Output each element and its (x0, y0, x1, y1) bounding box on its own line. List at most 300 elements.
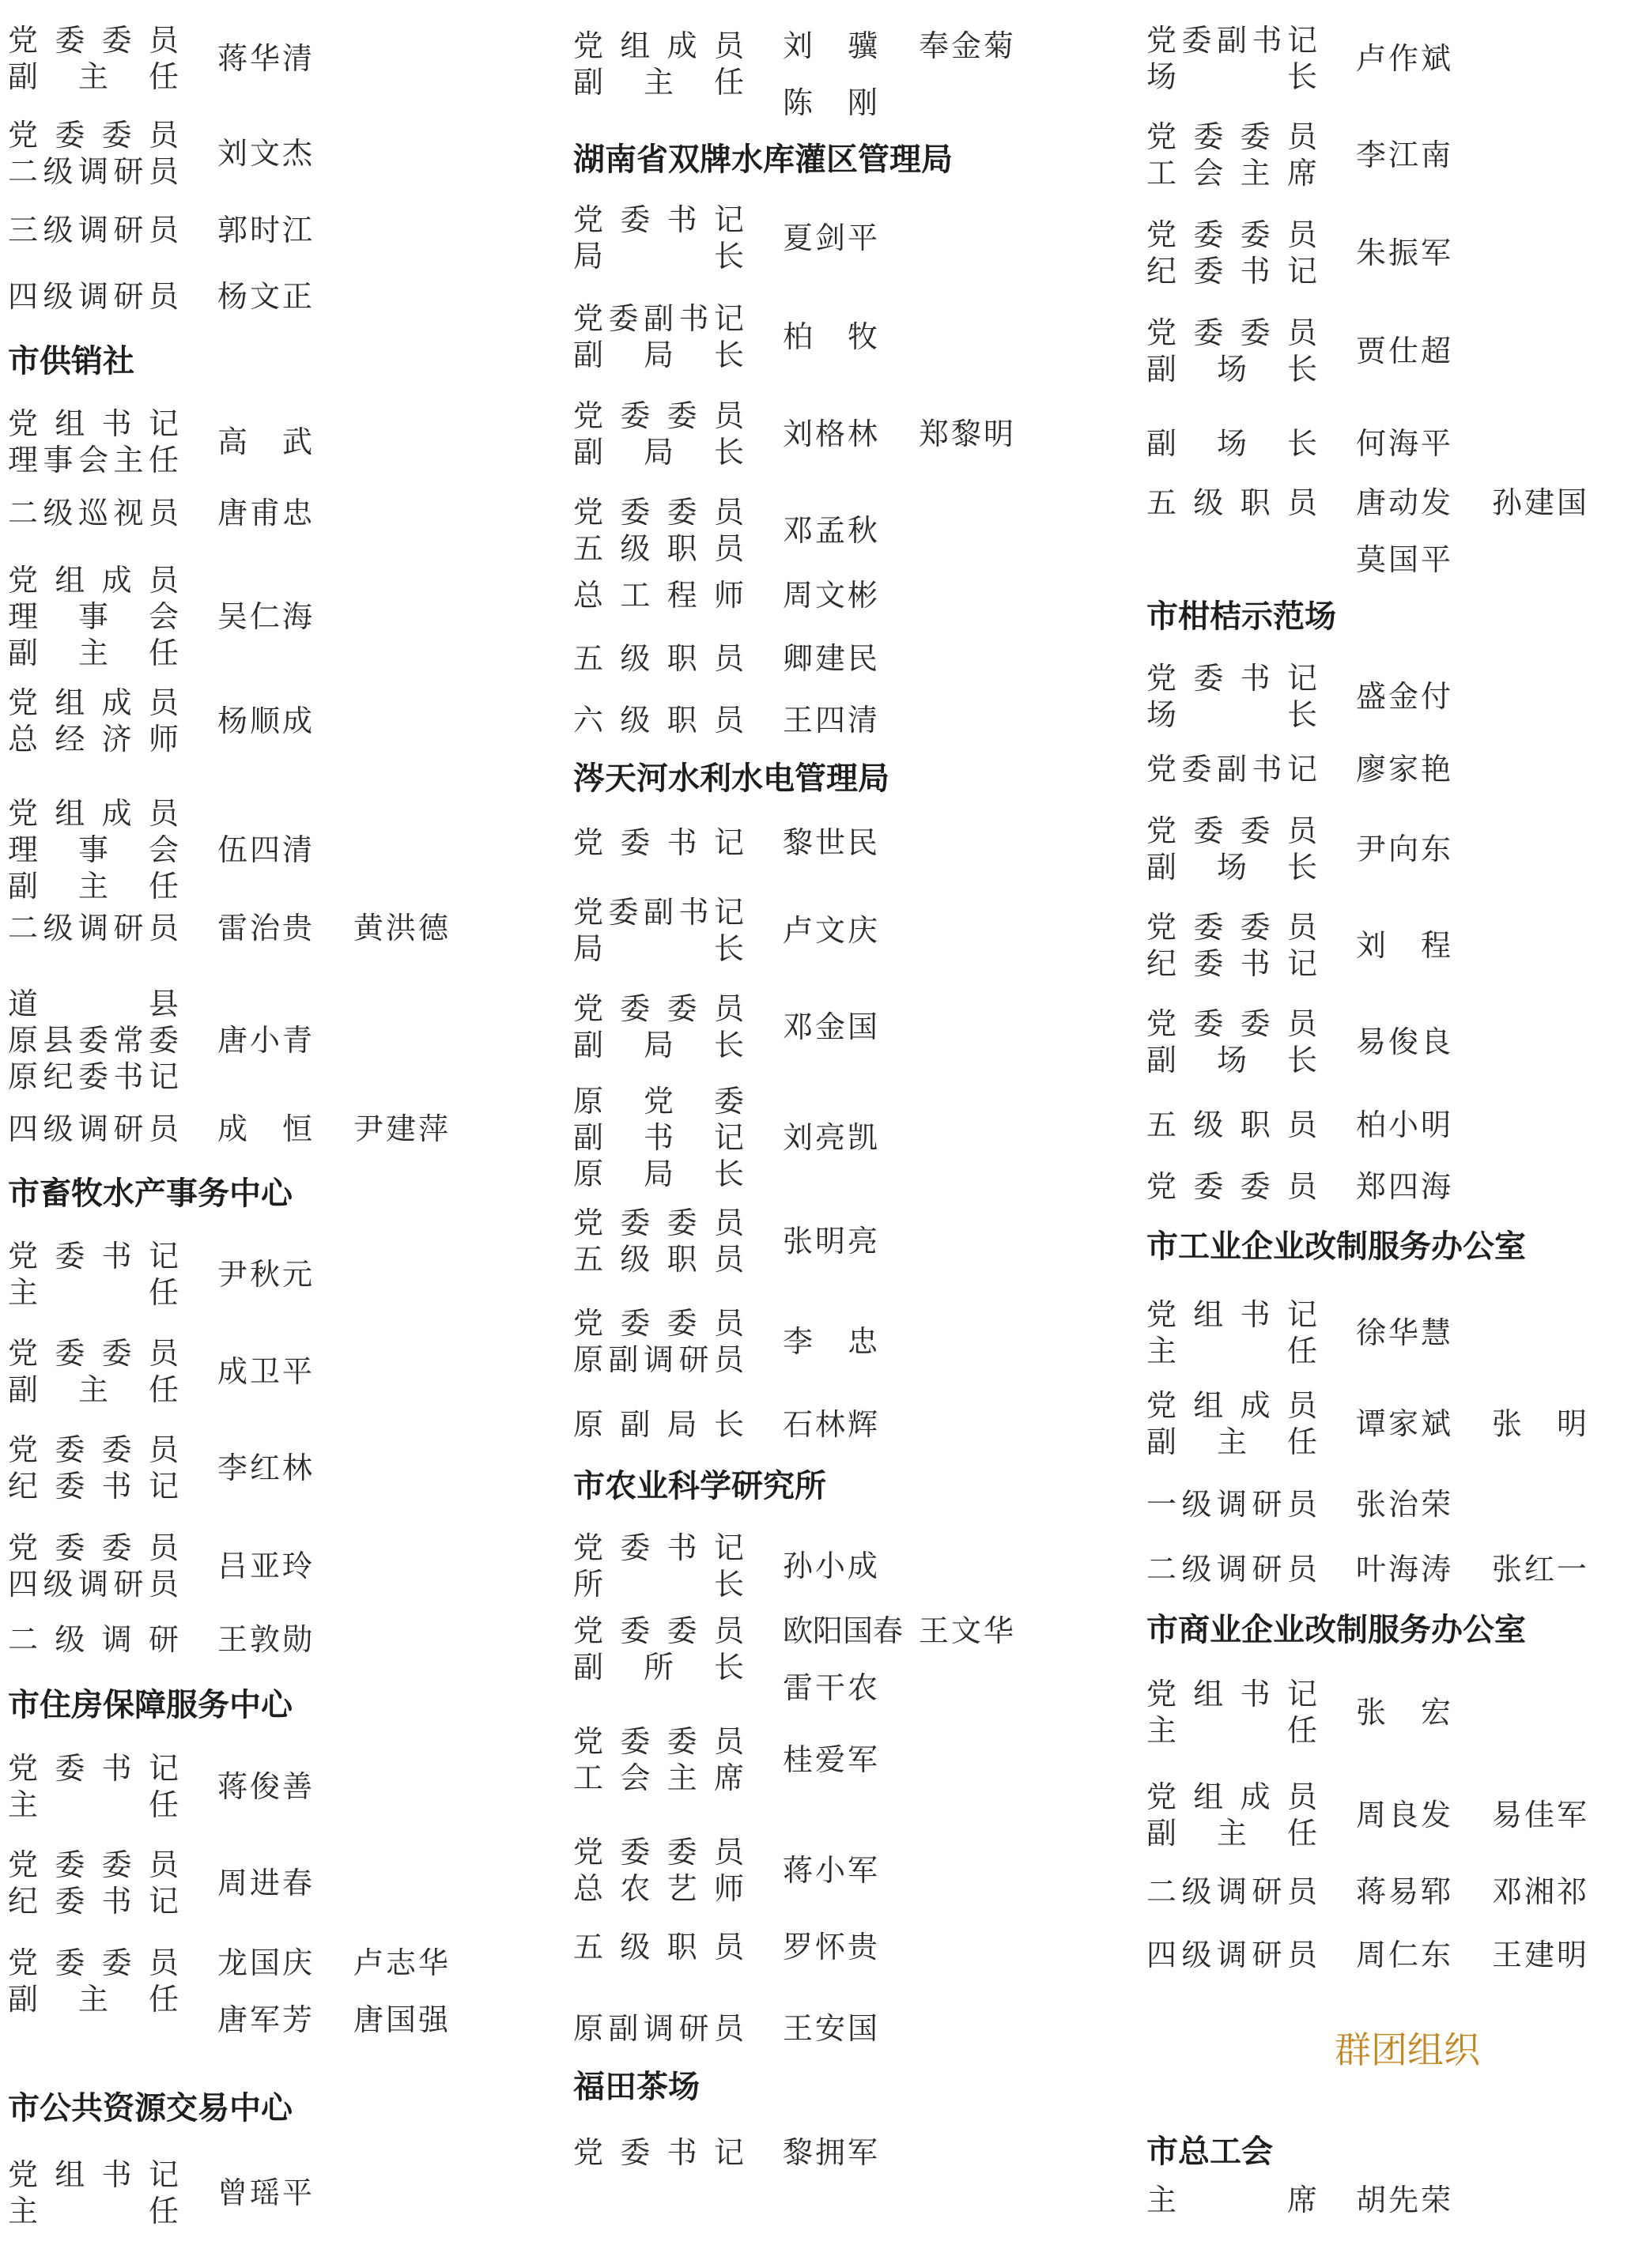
person-names (783, 1613, 1146, 1706)
person-names (1356, 1168, 1639, 1205)
position-line: 党委委员 (573, 398, 744, 433)
position-title (573, 300, 744, 373)
person-name: 唐甫忠 (217, 496, 312, 530)
position-line: 副主任 (1146, 1816, 1317, 1851)
person-name: 周仁东 (1356, 1938, 1451, 1972)
person-name: 邓孟秋 (783, 513, 878, 548)
position-title (573, 494, 744, 567)
person-names (1356, 1107, 1639, 1143)
position-title (8, 2157, 179, 2229)
position-line: 五级职员 (573, 531, 744, 566)
position-line: 党委委员 (8, 1945, 179, 1980)
person-names (783, 1223, 1146, 1259)
position-line: 四级调研员 (8, 1111, 179, 1146)
person-name: 刘文杰 (217, 136, 312, 171)
position-line: 原副局长 (573, 1407, 744, 1442)
position-title (573, 28, 744, 100)
position-title (8, 1945, 179, 2017)
person-names (217, 598, 581, 635)
position-line: 纪委书记 (8, 1469, 179, 1504)
person-name: 盛金付 (1356, 679, 1451, 714)
position-title (8, 1111, 179, 1147)
position-title (573, 1613, 744, 1685)
position-line: 四级调研员 (8, 1567, 179, 1602)
person-name: 李 忠 (783, 1324, 878, 1359)
position-title (573, 1834, 744, 1907)
person-name: 龙国庆 (217, 1945, 312, 1980)
person-name: 刘 程 (1356, 928, 1451, 963)
person-names (1356, 1486, 1639, 1523)
position-title (8, 1621, 179, 1658)
person-name: 王敦勋 (217, 1622, 312, 1657)
person-name: 成卫平 (217, 1354, 312, 1389)
position-title (1146, 660, 1317, 733)
position-line: 党委委员 (1146, 813, 1317, 848)
person-names (217, 1621, 581, 1658)
person-name: 卢文庆 (783, 913, 878, 948)
position-title (1146, 315, 1317, 387)
position-line: 党委委员 (8, 118, 179, 153)
person-names (1356, 1937, 1639, 1973)
person-names (217, 1022, 581, 1059)
position-line: 党委委员 (1146, 119, 1317, 154)
person-names (1356, 2182, 1639, 2218)
person-names (1356, 1797, 1639, 1833)
person-name: 王文华 (919, 1613, 1014, 1648)
person-names (217, 135, 581, 172)
person-name: 孙小成 (783, 1549, 878, 1583)
position-line: 所长 (573, 1567, 744, 1602)
person-name: 郭时江 (217, 213, 312, 247)
position-line: 主任 (8, 2194, 179, 2228)
person-name: 卿建民 (783, 641, 878, 676)
person-name: 邓湘祁 (1492, 1874, 1587, 1909)
position-line: 副书记 (573, 1120, 744, 1155)
person-names (217, 1548, 581, 1584)
person-names (217, 424, 581, 460)
person-names (1356, 137, 1639, 173)
position-title (8, 910, 179, 946)
person-names (783, 1009, 1146, 1045)
position-line: 副主任 (8, 59, 179, 94)
position-title (8, 278, 179, 315)
position-line: 党委委员 (1146, 910, 1317, 945)
position-title (1146, 1486, 1317, 1523)
position-line: 理事会 (8, 599, 179, 634)
person-name: 夏剑平 (783, 221, 878, 255)
position-line: 党组书记 (8, 2157, 179, 2192)
position-title (573, 991, 744, 1063)
person-names (217, 2175, 581, 2211)
position-line: 党委委员 (573, 991, 744, 1026)
position-line: 原局长 (573, 1157, 744, 1191)
position-line: 党委委员 (573, 1306, 744, 1341)
person-names (1356, 1024, 1639, 1060)
person-names (1356, 235, 1639, 271)
person-name: 雷干农 (783, 1670, 878, 1705)
position-line: 党委委员 (1146, 217, 1317, 252)
person-name: 黎拥军 (783, 2135, 878, 2170)
position-line: 党委副书记 (573, 895, 744, 930)
position-title (1146, 1387, 1317, 1460)
position-line: 局长 (573, 931, 744, 966)
position-line: 党委委员 (1146, 315, 1317, 350)
person-name: 刘 骥 (783, 28, 878, 63)
position-line: 主席 (1146, 2183, 1317, 2217)
position-title (573, 2134, 744, 2171)
position-line: 纪委书记 (1146, 254, 1317, 289)
person-name: 唐动发 (1356, 485, 1451, 520)
position-line: 二级调研员 (8, 154, 179, 189)
position-line: 二级调研员 (8, 911, 179, 945)
person-names (217, 910, 581, 946)
position-line: 原党委 (573, 1084, 744, 1119)
position-title (573, 1205, 744, 1277)
person-names (217, 40, 581, 77)
position-title (573, 1530, 744, 1602)
position-line: 副主任 (8, 1372, 179, 1407)
position-title (8, 495, 179, 531)
person-name: 周良发 (1356, 1798, 1451, 1832)
position-line: 原副调研员 (573, 1342, 744, 1377)
person-name: 蒋易郓 (1356, 1874, 1451, 1909)
person-name: 郑四海 (1356, 1169, 1451, 1204)
person-name: 奉金菊 (919, 28, 1014, 63)
position-line: 党委委员 (573, 1835, 744, 1870)
position-line: 场长 (1146, 59, 1317, 94)
org-title: 福田茶场 (573, 2069, 700, 2105)
position-title (8, 1432, 179, 1504)
person-name: 李红林 (217, 1451, 312, 1485)
person-names (783, 640, 1146, 677)
person-names (1356, 425, 1639, 462)
position-title (8, 1530, 179, 1602)
position-line: 场长 (1146, 697, 1317, 732)
person-name: 柏 牧 (783, 319, 878, 354)
position-line: 总农艺师 (573, 1871, 744, 1906)
position-line: 副局长 (573, 1028, 744, 1062)
org-title: 市总工会 (1146, 2134, 1273, 2170)
position-title (1146, 1937, 1317, 1973)
position-title (1146, 1676, 1317, 1749)
org-title: 市住房保障服务中心 (8, 1687, 293, 1723)
position-line: 二级调研员 (1146, 1552, 1317, 1587)
position-line: 党组成员 (8, 796, 179, 831)
person-names (1356, 678, 1639, 715)
position-line: 主任 (8, 1787, 179, 1822)
position-title (1146, 909, 1317, 982)
person-name: 刘格林 (783, 417, 878, 451)
person-name: 吴仁海 (217, 599, 312, 634)
position-title (1146, 813, 1317, 885)
person-name: 易俊良 (1356, 1025, 1451, 1059)
person-names (217, 1865, 581, 1901)
position-line: 一级调研员 (1146, 1487, 1317, 1522)
position-title (1146, 1874, 1317, 1910)
person-names (783, 2010, 1146, 2047)
person-name: 蒋小军 (783, 1853, 878, 1888)
position-line: 副局长 (573, 338, 744, 372)
person-name: 尹秋元 (217, 1257, 312, 1292)
position-title (1146, 1551, 1317, 1587)
position-line: 副主任 (8, 636, 179, 670)
person-names (217, 832, 581, 868)
person-names (783, 1323, 1146, 1360)
person-names (217, 1945, 581, 2038)
person-name: 尹建萍 (353, 1111, 448, 1146)
person-names (217, 278, 581, 315)
person-names (217, 212, 581, 248)
position-line: 副主任 (8, 869, 179, 904)
person-name: 徐华慧 (1356, 1315, 1451, 1350)
person-name: 成 恒 (217, 1111, 312, 1146)
position-title (573, 640, 744, 677)
position-line: 党委书记 (573, 825, 744, 860)
person-names (1356, 1874, 1639, 1910)
position-line: 副场长 (1146, 426, 1317, 461)
position-title (573, 2010, 744, 2047)
person-name: 唐军芳 (217, 2002, 312, 2037)
person-names (783, 512, 1146, 549)
person-name: 蒋华清 (217, 41, 312, 76)
person-name: 陈 刚 (783, 85, 878, 120)
person-names (1356, 927, 1639, 964)
position-title (8, 22, 179, 95)
person-name: 王建明 (1492, 1938, 1587, 1972)
person-name: 石林辉 (783, 1407, 878, 1442)
position-line: 总经济师 (8, 722, 179, 757)
org-title: 涔天河水利水电管理局 (573, 760, 889, 797)
position-line: 党组书记 (1146, 1297, 1317, 1332)
position-title (573, 1929, 744, 1965)
person-name: 孙建国 (1492, 485, 1587, 520)
position-title (573, 1305, 744, 1378)
person-names (1356, 1315, 1639, 1351)
person-name: 卢作斌 (1356, 41, 1451, 76)
person-name: 桂爱军 (783, 1742, 878, 1777)
position-line: 副场长 (1146, 850, 1317, 885)
person-name: 谭家斌 (1356, 1406, 1451, 1441)
person-name: 贾仕超 (1356, 334, 1451, 368)
position-title (8, 1750, 179, 1823)
position-line: 党委书记 (573, 1530, 744, 1565)
person-name: 卢志华 (353, 1945, 448, 1980)
position-line: 局长 (573, 239, 744, 274)
person-name: 蒋俊善 (217, 1769, 312, 1804)
person-names (783, 912, 1146, 949)
person-name: 廖家艳 (1356, 752, 1451, 787)
position-line: 工会主席 (1146, 156, 1317, 191)
person-names (1356, 1551, 1639, 1587)
position-line: 党组书记 (8, 406, 179, 441)
position-title (1146, 217, 1317, 289)
position-line: 党委委员 (1146, 1006, 1317, 1041)
position-line: 道县 (8, 987, 179, 1021)
person-names (217, 1768, 581, 1805)
position-title (8, 212, 179, 248)
person-name: 曾瑶平 (217, 2176, 312, 2210)
position-title (573, 894, 744, 967)
person-names (783, 825, 1146, 861)
position-line: 党委委员 (573, 1613, 744, 1648)
person-names (1356, 40, 1639, 77)
person-names (783, 28, 1146, 121)
position-line: 党组成员 (573, 28, 744, 63)
position-line: 副场长 (1146, 352, 1317, 387)
position-line: 二级调研员 (1146, 1874, 1317, 1909)
position-line: 二级调研 (8, 1622, 179, 1657)
person-name: 朱振军 (1356, 236, 1451, 270)
person-name: 黄洪德 (353, 911, 448, 945)
position-line: 党委书记 (573, 2135, 744, 2170)
person-name: 伍四清 (217, 832, 312, 867)
position-line: 党委委员 (8, 1336, 179, 1371)
position-line: 原县委常委 (8, 1023, 179, 1058)
person-name: 刘亮凯 (783, 1120, 878, 1155)
section-heading: 群团组织 (1335, 2028, 1480, 2071)
person-names (1356, 831, 1639, 867)
position-line: 副主任 (8, 1982, 179, 2017)
person-name: 周文彬 (783, 578, 878, 613)
position-title (1146, 1107, 1317, 1143)
position-title (573, 202, 744, 274)
person-name: 王安国 (783, 2011, 878, 2046)
person-name: 易佳军 (1492, 1798, 1587, 1832)
position-title (8, 1238, 179, 1311)
person-name: 叶海涛 (1356, 1552, 1451, 1587)
position-line: 党委委员 (1146, 1169, 1317, 1204)
org-title: 市供销社 (8, 343, 134, 379)
position-line: 四级调研员 (1146, 1938, 1317, 1972)
person-name: 欧阳国春 (783, 1613, 904, 1648)
person-names (783, 416, 1146, 452)
position-title (8, 406, 179, 478)
person-name: 唐国强 (353, 2002, 448, 2037)
person-name: 尹向东 (1356, 832, 1451, 866)
position-line: 工会主席 (573, 1760, 744, 1795)
position-line: 党委副书记 (1146, 752, 1317, 787)
position-title (1146, 485, 1317, 521)
position-line: 副所长 (573, 1650, 744, 1685)
person-names (217, 703, 581, 739)
person-name: 张 宏 (1356, 1695, 1451, 1730)
position-line: 党委委员 (8, 1432, 179, 1467)
person-name: 张 明 (1492, 1406, 1587, 1441)
person-name: 张治荣 (1356, 1487, 1451, 1522)
position-title (573, 577, 744, 613)
position-title (1146, 1168, 1317, 1205)
person-name: 莫国平 (1356, 542, 1451, 577)
person-name: 郑黎明 (919, 417, 1014, 451)
person-name: 雷治贵 (217, 911, 312, 945)
org-title: 市畜牧水产事务中心 (8, 1176, 293, 1212)
person-names (217, 495, 581, 531)
position-line: 五级职员 (1146, 485, 1317, 520)
position-line: 三级调研员 (8, 213, 179, 247)
org-title: 市商业企业改制服务办公室 (1146, 1612, 1526, 1648)
person-names (1356, 485, 1639, 578)
position-title (573, 1723, 744, 1796)
position-line: 党委副书记 (1146, 23, 1317, 58)
person-names (1356, 751, 1639, 787)
position-line: 副局长 (573, 435, 744, 470)
person-name: 唐小青 (217, 1023, 312, 1058)
person-names (783, 1548, 1146, 1584)
position-title (1146, 2182, 1317, 2218)
position-title (1146, 1296, 1317, 1369)
org-title: 湖南省双牌水库灌区管理局 (573, 142, 953, 178)
position-line: 五级职员 (573, 1242, 744, 1277)
position-line: 原纪委书记 (8, 1059, 179, 1094)
org-title: 市工业企业改制服务办公室 (1146, 1228, 1526, 1265)
position-line: 党组成员 (1146, 1388, 1317, 1423)
position-line: 主任 (1146, 1334, 1317, 1368)
position-title (573, 825, 744, 861)
org-title: 市柑桔示范场 (1146, 598, 1336, 635)
position-line: 理事会主任 (8, 443, 179, 477)
position-line: 主任 (8, 1275, 179, 1310)
person-name: 张红一 (1492, 1552, 1587, 1587)
person-name: 邓金国 (783, 1009, 878, 1044)
position-line: 副主任 (1146, 1425, 1317, 1459)
person-names (783, 1742, 1146, 1778)
person-names (783, 319, 1146, 355)
person-names (783, 2134, 1146, 2171)
position-title (8, 795, 179, 904)
position-line: 原副调研员 (573, 2011, 744, 2046)
position-title (573, 1406, 744, 1443)
person-names (1356, 333, 1639, 369)
position-title (573, 398, 744, 470)
position-line: 二级巡视员 (8, 496, 179, 530)
position-line: 纪委书记 (1146, 946, 1317, 981)
position-line: 党委委员 (573, 495, 744, 530)
person-names (783, 220, 1146, 256)
person-name: 周进春 (217, 1866, 312, 1900)
position-line: 党组成员 (1146, 1779, 1317, 1814)
position-line: 党组成员 (8, 685, 179, 720)
person-name: 张明亮 (783, 1224, 878, 1259)
position-title (8, 986, 179, 1095)
person-name: 杨顺成 (217, 704, 312, 738)
person-names (1356, 1406, 1639, 1442)
position-title (1146, 1779, 1317, 1851)
position-line: 五级职员 (573, 1930, 744, 1964)
person-names (217, 1256, 581, 1292)
person-name: 胡先荣 (1356, 2183, 1451, 2217)
position-line: 党委委员 (573, 1206, 744, 1240)
person-names (783, 1929, 1146, 1965)
position-line: 理事会 (8, 832, 179, 867)
position-title (8, 1847, 179, 1919)
position-line: 党委委员 (8, 23, 179, 58)
person-name: 杨文正 (217, 279, 312, 314)
position-line: 党委委员 (573, 1724, 744, 1759)
position-title (8, 117, 179, 190)
person-name: 何海平 (1356, 426, 1451, 461)
person-names (1356, 1694, 1639, 1730)
position-title (8, 685, 179, 757)
position-title (573, 1083, 744, 1192)
person-name: 高 武 (217, 425, 312, 459)
person-names (217, 1450, 581, 1486)
position-line: 党委副书记 (573, 301, 744, 336)
person-name: 李江南 (1356, 138, 1451, 172)
person-names (783, 702, 1146, 738)
person-name: 罗怀贵 (783, 1930, 878, 1964)
position-line: 五级职员 (1146, 1108, 1317, 1142)
position-line: 四级调研员 (8, 279, 179, 314)
